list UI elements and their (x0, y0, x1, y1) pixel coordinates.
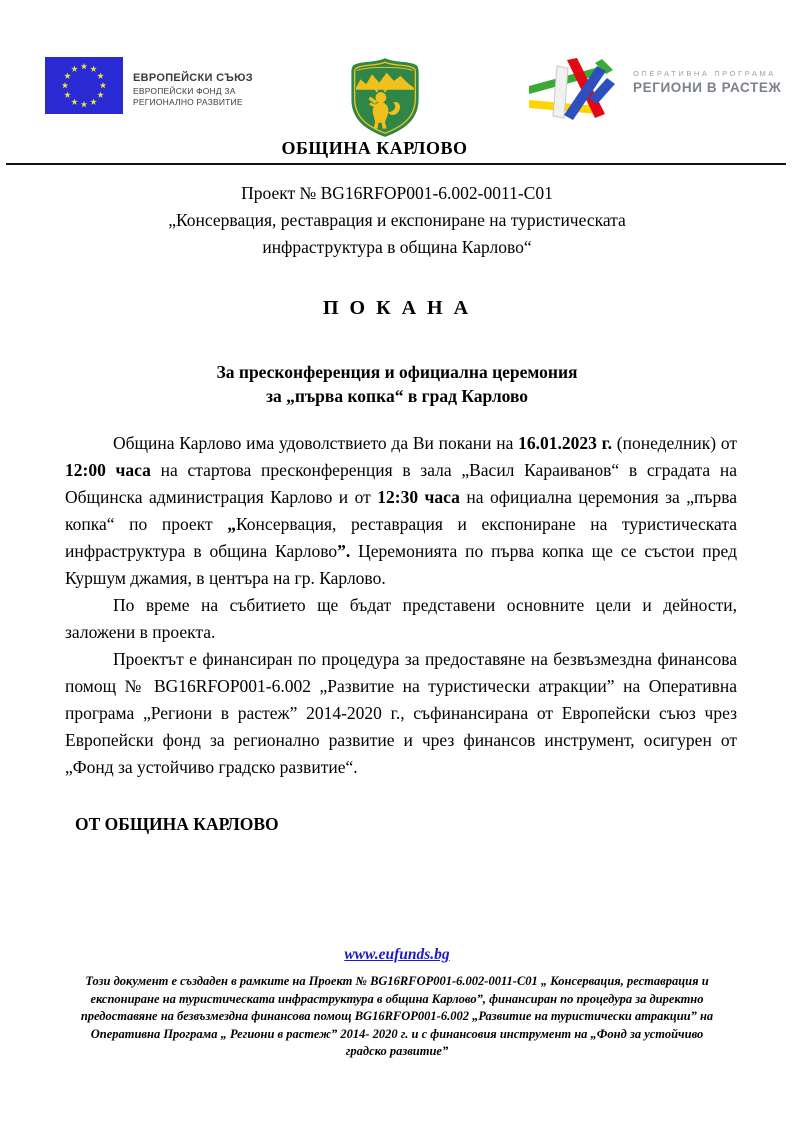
eu-flag-icon (45, 57, 123, 114)
paragraph-event-goals: По време на събитието ще бъдат представени основните цели и дейности, заложени в проекта. (65, 595, 737, 642)
signoff: ОТ ОБЩИНА КАРЛОВО (75, 814, 279, 834)
paragraph-invitation: Община Карлово има удоволствието да Ви покани на 16.01.2023 г. (понеделник) от 12:00 часа на стартова пресконференция в зала „Васил Караиванов“ в сградата на Общинска администрация Карлово и от 12:30 часа на официална церемония за „първа копка“ по проект „Консервация, реставрация и експониране на туристическата инфраструктура в община Карлово”. Церемонията по първа копка ще се състои пред Куршум джамия, в центъра на гр. Карлово. (65, 433, 737, 588)
subtitle-line2: за „първа копка“ в град Карлово (265, 386, 529, 406)
eu-logo-line3: РЕГИОНАЛНО РАЗВИТИЕ (133, 97, 243, 107)
subtitle-line1: За пресконференция и официална церемония (216, 362, 578, 382)
project-heading (0, 180, 794, 261)
body-text (65, 430, 737, 781)
project-number: Проект № BG16RFOP001-6.002-0011-C01 (241, 183, 553, 203)
project-name-line2: инфраструктура в община Карлово“ (262, 237, 532, 257)
oprd-logo (527, 58, 781, 122)
oprd-logo-line1: ОПЕРАТИВНА ПРОГРАМА (633, 69, 776, 78)
eu-logo-text (133, 57, 253, 114)
footer-disclaimer: Този документ е създаден в рамките на Проект № BG16RFOP001-6.002-0011-C01 „ Консервация, реставрация и експониране на туристическата инфраструктура в община Карлово”, финансиран по процедура за директно предоставяне на безвъзмездна финансова помощ BG16RFOP001-6.002 „Развитие на туристически атракции” на Оперативна Програма „ Региони в растеж” 2014- 2020 г. и с финансовия инструмент на „Фонд за устойчиво градско развитие” (80, 974, 714, 1058)
document-footer (0, 946, 794, 1061)
eu-logo-line2: ЕВРОПЕЙСКИ ФОНД ЗА (133, 85, 236, 96)
document-header (0, 0, 794, 163)
oprd-logo-text (633, 58, 781, 122)
oprd-ribbon-icon (527, 58, 627, 122)
eufunds-link[interactable]: www.eufunds.bg (344, 946, 450, 963)
eu-logo-line1: ЕВРОПЕЙСКИ СЪЮЗ (133, 72, 253, 84)
document-subtitle (0, 360, 794, 408)
document-title: П О К А Н А (322, 297, 472, 319)
paragraph-financing: Проектът е финансиран по процедура за предоставяне на безвъзмездна финансова помощ № BG16RFOP001-6.002 „Развитие на туристически атракции” на Оперативна програма „Региони в растеж” 2014-2020 г., съфинансирана от Европейски съюз чрез Европейски фонд за регионално развитие и чрез финансов инструмент, осигурен от „Фонд за устойчиво градско развитие“. (65, 649, 737, 777)
header-divider (6, 163, 786, 165)
eu-logo (45, 57, 253, 114)
project-name-line1: „Консервация, реставрация и експониране на туристическата (168, 210, 626, 230)
oprd-logo-line2: РЕГИОНИ В РАСТЕЖ (633, 80, 782, 95)
municipality-title: ОБЩИНА КАРЛОВО (281, 138, 468, 158)
karlovo-coat-of-arms-icon (344, 56, 426, 139)
